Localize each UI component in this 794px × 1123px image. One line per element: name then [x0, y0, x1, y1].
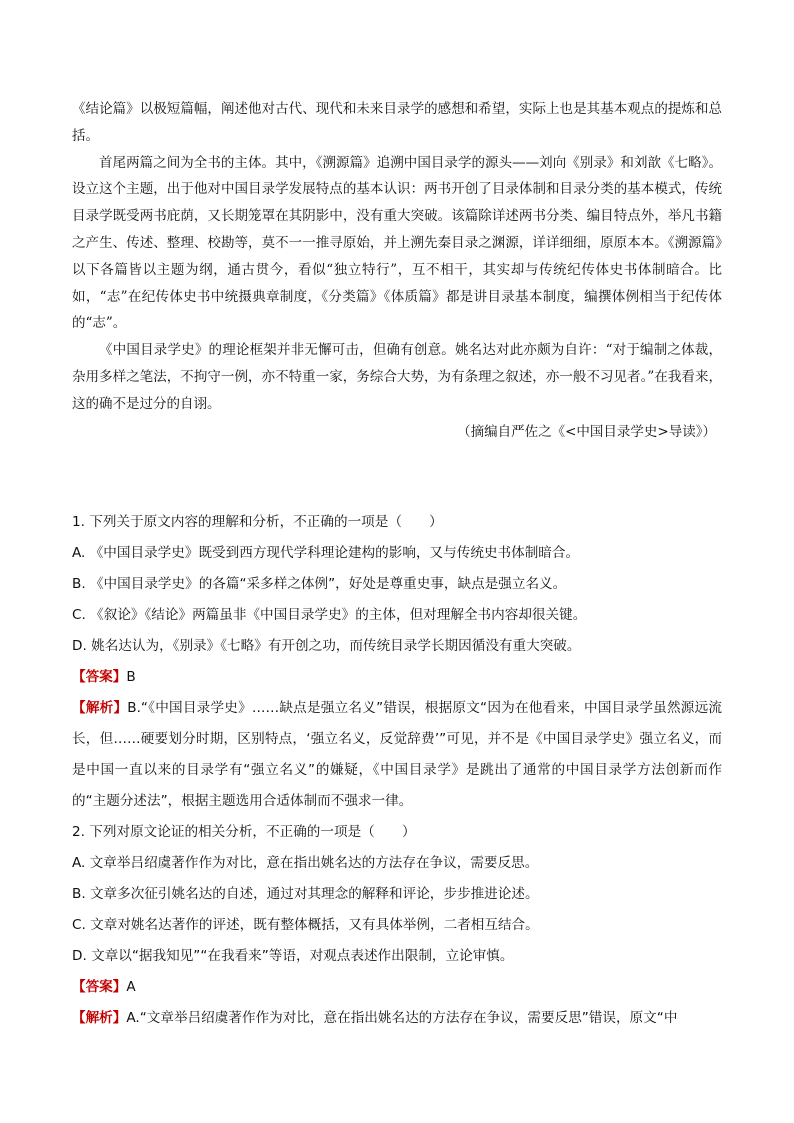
question-1-stem: 1. 下列关于原文内容的理解和分析，不正确的一项是（ ） [72, 514, 443, 530]
question-2-option-d: D. 文章以“据我知见”“在我看来”等语，对观点表述作出限制，立论审慎。 [72, 948, 514, 964]
answer-value: B [126, 669, 136, 685]
question-2-option-b: B. 文章多次征引姚名达的自述，通过对其理念的解释和评论，步步推进论述。 [72, 886, 539, 902]
passage-paragraph-2: 首尾两篇之间为全书的主体。其中，《溯源篇》追溯中国目录学的源头——刘向《别录》和刘歆《七略》。设立这个主题，出于他对中国目录学发展特点的基本认识：两书开创了目录体制和目录分类的基本模式，传统目录学既受两书庇荫，又长期笼罩在其阴影中，没有重大突破。该篇除详述两书分类、编目特点外，举凡书籍之产生、传述、整理、校勘等，莫不一一推寻原始，并上溯先秦目录之渊源，详详细细，原原本本。《溯源篇》以下各篇皆以主题为纲，通古贯今，看似“独立特行”，互不相干，其实却与传统纪传体史书体制暗合。比如，“志”在纪传体史书中统摄典章制度，《分类篇》《体质篇》都是讲目录基本制度，编撰体例相当于纪传体的“志”。 [72, 154, 722, 332]
answer-tag: 【答案】 [72, 669, 127, 685]
question-2-option-c: C. 文章对姚名达著作的评述，既有整体概括，又有具体举例，二者相互结合。 [72, 917, 539, 933]
analysis-tag: 【解析】 [72, 700, 128, 716]
analysis-tag: 【解析】 [72, 1010, 127, 1026]
analysis-text: A.“文章举吕绍虞著作作为对比，意在指出姚名达的方法存在争议，需要反思”错误，原文“中 [126, 1010, 678, 1026]
passage-paragraph-3: 《中国目录学史》的理论框架并非无懈可击，但确有创意。姚名达对此亦颇为自许：“对于编制之体裁，杂用多样之笔法，不拘守一例，亦不特重一家，务综合大势，为有条理之叙述，亦一般不习见者。”在我看来，这的确不是过分的自诩。 [72, 342, 722, 412]
question-1-option-b: B. 《中国目录学史》的各篇“采多样之体例”，好处是尊重史事，缺点是强立名义。 [72, 576, 567, 592]
questions-section [72, 507, 722, 1034]
answer-tag: 【答案】 [72, 979, 127, 995]
question-2-stem: 2. 下列对原文论证的相关分析，不正确的一项是（ ） [72, 824, 416, 840]
question-1-option-c: C. 《叙论》《结论》两篇虽非《中国目录学史》的主体，但对理解全书内容却很关键。 [72, 607, 587, 623]
question-1-option-a: A. 《中国目录学史》既受到西方现代学科理论建构的影响，又与传统史书体制暗合。 [72, 545, 580, 561]
question-2-option-a: A. 文章举吕绍虞著作作为对比，意在指出姚名达的方法存在争议，需要反思。 [72, 855, 539, 871]
question-1-option-d: D. 姚名达认为，《别录》《七略》有开创之功，而传统目录学长期因循没有重大突破。 [72, 638, 581, 654]
analysis-text: B.“《中国目录学史》……缺点是强立名义”错误，根据原文“因为在他看来，中国目录学虽然源远流长，但……硬要划分时期，区别特点，‘强立名义，反觉辞费’”可见，并不是《中国目录学史》强立名义，而是中国一直以来的目录学有“强立名义”的嫌疑，《中国目录学》是跳出了通常的中国目录学方法创新而作的“主题分述法”，根据主题选用合适体制而不强求一律。 [72, 700, 722, 809]
reading-passage [72, 96, 722, 445]
passage-paragraph-1: 《结论篇》以极短篇幅，阐述他对古代、现代和未来目录学的感想和希望，实际上也是其基本观点的提炼和总括。 [72, 101, 722, 144]
question-1-analysis [72, 693, 722, 817]
question-1-answer [72, 662, 722, 693]
question-2-answer [72, 972, 722, 1003]
answer-value: A [126, 979, 136, 995]
question-2-analysis [72, 1003, 722, 1034]
passage-source: （摘编自严佐之《<中国目录学史>导读》） [457, 423, 716, 440]
